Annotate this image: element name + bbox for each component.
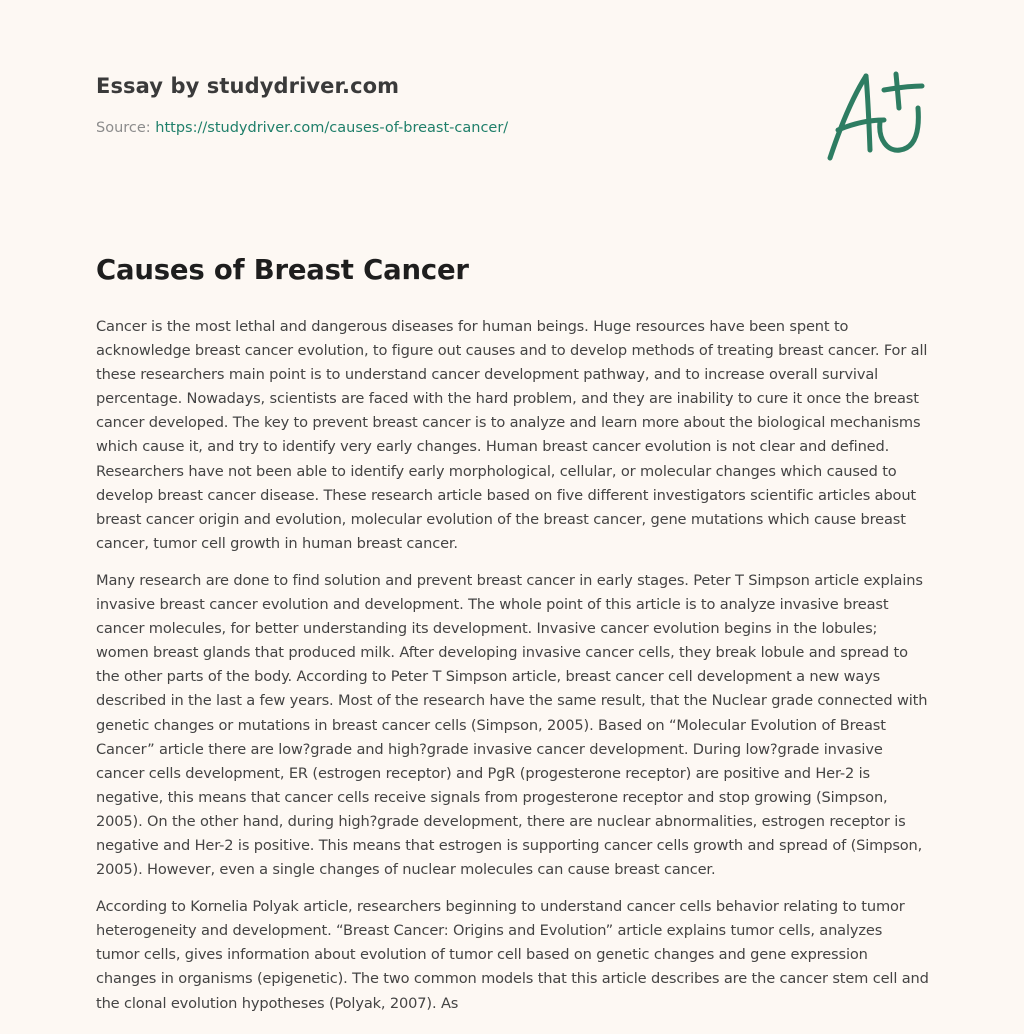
page-title: Causes of Breast Cancer <box>96 254 469 286</box>
source-link[interactable]: https://studydriver.com/causes-of-breast-cancer/ <box>155 120 509 136</box>
source-label: Source: <box>96 120 156 136</box>
article-paragraph: Cancer is the most lethal and dangerous diseases for human beings. Huge resources have been spent to acknowledge breast cancer evolution, to figure out causes and to develop methods of treating breast cancer. For all these researchers main point is to understand cancer development pathway, and to increase overall survival percentage. Nowadays, scientists are faced with the hard problem, and they are inability to cure it once the breast cancer developed. The key to prevent breast cancer is to analyze and learn more about the biological mechanisms which cause it, and try to identify very early changes. Human breast cancer evolution is not clear and defined. Researchers have not been able to identify early morphological, cellular, or molecular changes which caused to develop breast cancer disease. These research article based on five different investigators scientific articles about breast cancer origin and evolution, molecular evolution of the breast cancer, gene mutations which cause breast cancer, tumor cell growth in human breast cancer. <box>96 318 928 552</box>
article-body <box>96 315 929 1029</box>
a-plus-grade-icon <box>822 68 928 164</box>
article-paragraph: According to Kornelia Polyak article, researchers beginning to understand cancer cells behavior relating to tumor heterogeneity and development. “Breast Cancer: Origins and Evolution” article explains tumor cells, analyzes tumor cells, gives information about evolution of tumor cell based on genetic changes and gene expression changes in organisms (epigenetic). The two common models that this article describes are the cancer stem cell and the clonal evolution hypotheses (Polyak, 2007). As <box>96 898 929 1012</box>
source-line <box>96 120 796 136</box>
site-brand: Essay by studydriver.com <box>96 74 400 98</box>
page-header <box>96 74 796 136</box>
article-paragraph: Many research are done to find solution and prevent breast cancer in early stages. Peter T Simpson article explains invasive breast cancer evolution and development. The whole point of this article is to analyze invasive breast cancer molecules, for better understanding its development. Invasive cancer evolution begins in the lobules; women breast glands that produced milk. After developing invasive cancer cells, they break lobule and spread to the other parts of the body. According to Peter T Simpson article, breast cancer cell development a new ways described in the last a few years. Most of the research have the same result, that the Nuclear grade connected with genetic changes or mutations in breast cancer cells (Simpson, 2005). Based on “Molecular Evolution of Breast Cancer” article there are low?grade and high?grade invasive cancer development. During low?grade invasive cancer cells development, ER (estrogen receptor) and PgR (progesterone receptor) are positive and Her-2 is negative, this means that cancer cells receive signals from progesterone receptor and stop growing (Simpson, 2005). On the other hand, during high?grade development, there are nuclear abnormalities, estrogen receptor is negative and Her-2 is positive. This means that estrogen is supporting cancer cells growth and spread of (Simpson, 2005). However, even a single changes of nuclear molecules can cause breast cancer. <box>96 571 928 879</box>
